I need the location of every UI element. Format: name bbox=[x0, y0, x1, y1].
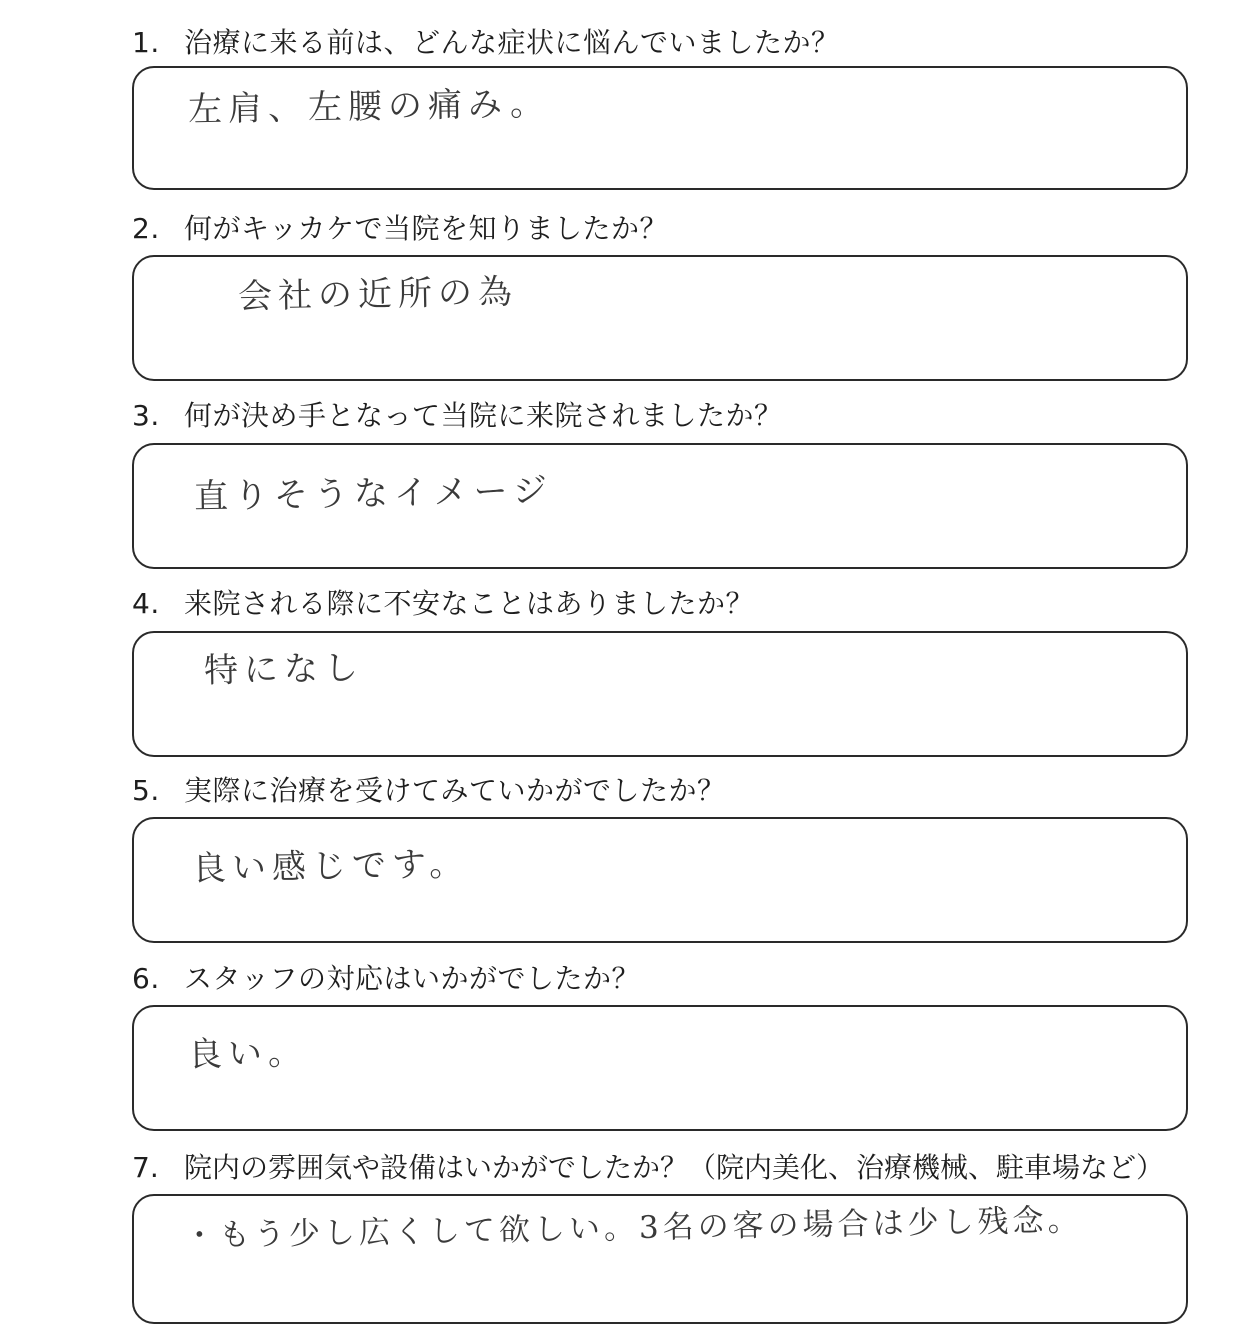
question-number: 7. bbox=[132, 1151, 159, 1184]
question-text: 何が決め手となって当院に来院されましたか？ bbox=[184, 399, 783, 432]
answer-box-3 bbox=[132, 443, 1188, 569]
answer-text: 特になし bbox=[203, 648, 365, 691]
question-text: 何がキッカケで当院を知りましたか？ bbox=[184, 212, 668, 245]
question-number: 3. bbox=[132, 399, 160, 432]
question-number: 1. bbox=[132, 26, 160, 59]
answer-text: 会社の近所の為 bbox=[237, 272, 519, 317]
question-5 bbox=[132, 774, 726, 808]
question-text: 院内の雰囲気や設備はいかがでしたか？（院内美化、治療機械、駐車場など） bbox=[184, 1151, 1165, 1184]
answer-box-4 bbox=[132, 631, 1188, 757]
answer-box-5 bbox=[132, 817, 1188, 943]
answer-text: 左肩、左腰の痛み。 bbox=[187, 83, 551, 130]
question-6 bbox=[132, 962, 640, 996]
question-text: 来院される際に不安なことはありましたか？ bbox=[184, 587, 755, 620]
question-text: スタッフの対応はいかがでしたか？ bbox=[184, 962, 641, 995]
question-3 bbox=[132, 399, 783, 433]
answer-text: 良い感じです。 bbox=[191, 844, 470, 889]
answer-box-1 bbox=[132, 66, 1188, 190]
answer-box-2 bbox=[132, 255, 1188, 381]
question-number: 6. bbox=[132, 962, 160, 995]
question-7 bbox=[132, 1151, 1164, 1185]
answer-box-6 bbox=[132, 1005, 1188, 1131]
answer-box-7 bbox=[132, 1194, 1188, 1324]
question-text: 実際に治療を受けてみていかがでしたか？ bbox=[184, 774, 726, 807]
answer-text: 良い。 bbox=[187, 1032, 309, 1075]
question-1 bbox=[132, 26, 840, 60]
answer-text: 直りそうなイメージ bbox=[193, 470, 554, 517]
question-number: 4. bbox=[132, 587, 160, 620]
question-4 bbox=[132, 587, 754, 621]
question-number: 5. bbox=[132, 774, 160, 807]
question-2 bbox=[132, 212, 668, 246]
answer-text: ・もう少し広くして欲しい。3名の客の場合は少し残念。 bbox=[183, 1202, 1083, 1254]
question-text: 治療に来る前は、どんな症状に悩んでいましたか？ bbox=[184, 26, 840, 59]
question-number: 2. bbox=[132, 212, 160, 245]
